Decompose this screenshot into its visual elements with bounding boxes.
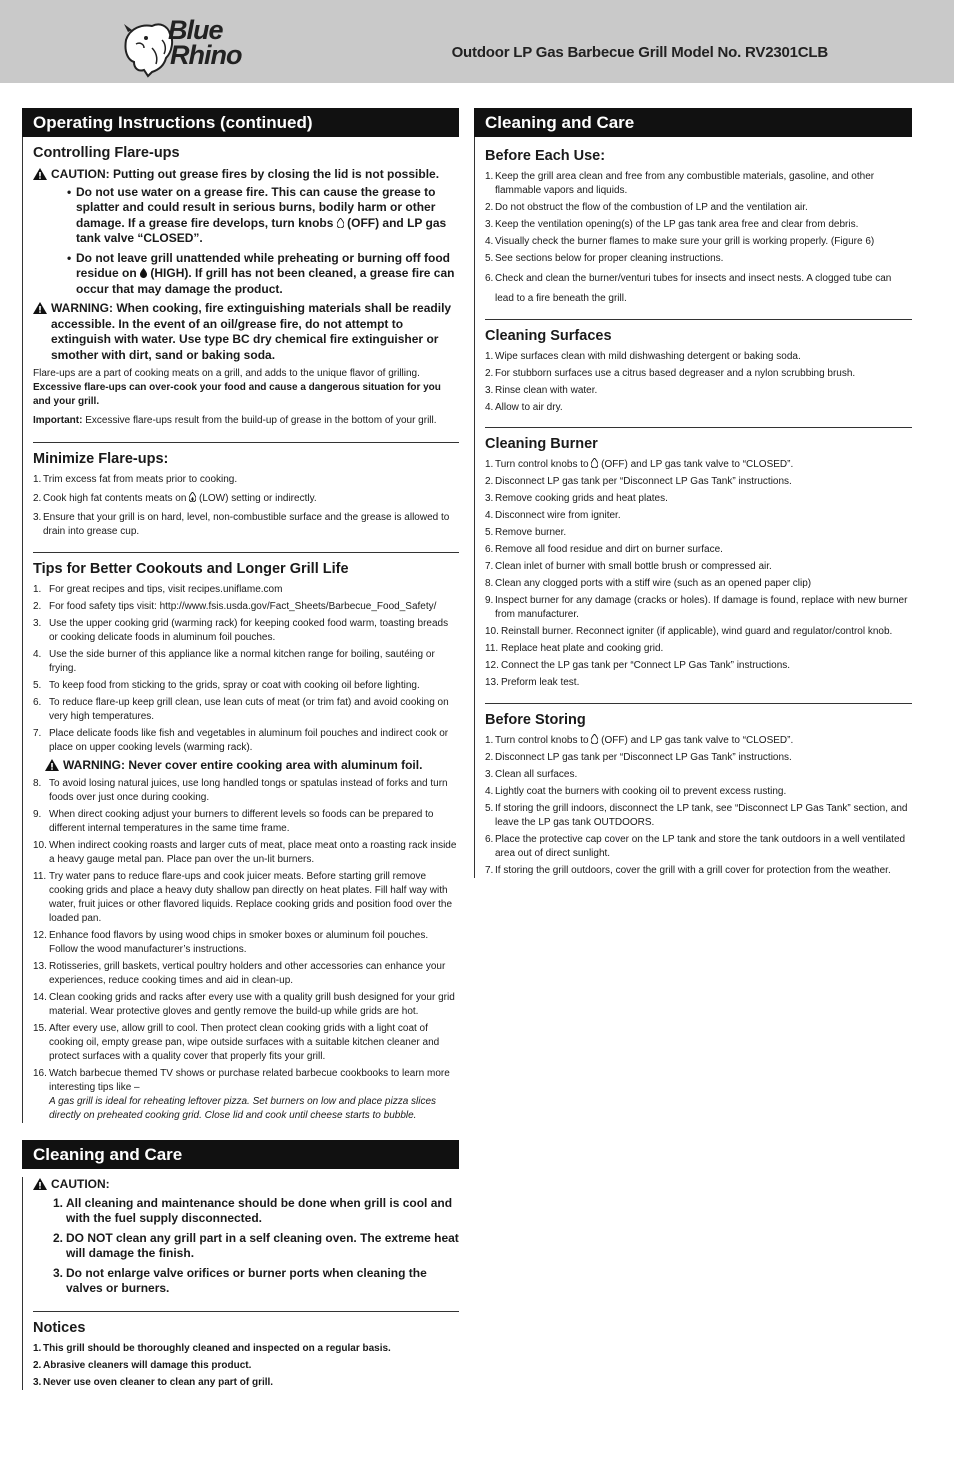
list-item: 1. Turn control knobs to (OFF) and LP gas tank valve to “CLOSED”. bbox=[485, 459, 794, 470]
list-item: 16. Watch barbecue themed TV shows or purchase related barbecue cookbooks to learn more interesting tips like – A gas grill is ideal for reheating leftover pizza. Set burners on low and place pizza slices directly on preheated cooking grid. Close lid and cook until cheese starts to bubble. bbox=[33, 1068, 450, 1121]
section-cleaning-caution bbox=[22, 1177, 459, 1312]
warning-aluminum-foil: WARNING: Never cover entire cooking area with aluminum foil. bbox=[45, 758, 459, 773]
low-flame-icon bbox=[189, 492, 196, 502]
list-item: 4. Disconnect wire from igniter. bbox=[485, 510, 621, 521]
list-item: 2. For food safety tips visit: http://www.fsis.usda.gov/Fact_Sheets/Barbecue_Food_Safety/ bbox=[33, 601, 437, 612]
list-item: 11. Replace heat plate and cooking grid. bbox=[485, 643, 664, 654]
section-before-each-use bbox=[474, 137, 912, 320]
list-item: 2. For stubborn surfaces use a citrus based degreaser and a nylon scrubbing brush. bbox=[485, 368, 856, 379]
list-item: 1. Wipe surfaces clean with mild dishwashing detergent or baking soda. bbox=[485, 351, 801, 362]
section-cleaning-burner bbox=[474, 428, 912, 704]
list-item: • Do not leave grill unattended while preheating or burning off food residue on (HIGH). If grill has not been cleaned, a grease fire can occur that may damage the product. bbox=[76, 251, 459, 298]
page-header bbox=[0, 0, 954, 83]
list-item: 1. For great recipes and tips, visit recipes.uniflame.com bbox=[33, 584, 283, 595]
off-flame-icon bbox=[591, 458, 598, 468]
warning-triangle-icon bbox=[33, 302, 47, 314]
list-item: 13. Preform leak test. bbox=[485, 677, 580, 688]
list-item: 5. See sections below for proper cleaning instructions. bbox=[485, 253, 724, 264]
list-item: 4. Allow to air dry. bbox=[485, 402, 563, 413]
flare-paragraph: Flare-ups are a part of cooking meats on a grill, and adds to the unique flavor of grilling. Excessive flare-ups can over-cook your food and cause a dangerous situation for you and your grill. bbox=[33, 368, 441, 407]
list-item: 3. Clean all surfaces. bbox=[485, 769, 578, 780]
heading-notices: Notices bbox=[33, 1319, 86, 1336]
caution-cleaning: CAUTION: bbox=[33, 1177, 459, 1193]
list-item: 3. Remove cooking grids and heat plates. bbox=[485, 493, 668, 504]
warning-triangle-icon bbox=[33, 168, 47, 180]
list-item: 3. Do not enlarge valve orifices or burner ports when cleaning the valves or burners. bbox=[53, 1265, 427, 1295]
surfaces-list bbox=[485, 350, 912, 415]
list-item: 3. Use the upper cooking grid (warming rack) for keeping cooked food warm, toasting breads or cooking delicate foods in aluminum foil pouches. bbox=[33, 618, 449, 643]
minimize-list bbox=[33, 473, 459, 539]
burner-list bbox=[485, 458, 912, 690]
list-item: 1. Trim excess fat from meats prior to cooking. bbox=[33, 474, 238, 485]
high-flame-icon bbox=[140, 268, 147, 278]
list-item: 6. To reduce flare-up keep grill clean, use lean cuts of meat (or trim fat) and avoid cooking on very high temperatures. bbox=[33, 697, 449, 722]
notices-list bbox=[33, 1342, 459, 1390]
list-item: 4. Lightly coat the burners with cooking oil to prevent excess rusting. bbox=[485, 786, 787, 797]
list-item: 3. Never use oven cleaner to clean any part of grill. bbox=[33, 1376, 274, 1388]
list-item: 1. This grill should be thoroughly cleaned and inspected on a regular basis. bbox=[33, 1342, 391, 1354]
heading-cleaning-burner: Cleaning Burner bbox=[485, 436, 598, 452]
section-bar-operating: Operating Instructions (continued) bbox=[22, 108, 459, 137]
list-item: 9. When direct cooking adjust your burners to different levels so foods can be prepared to different internal temperatures in the same time frame. bbox=[33, 809, 434, 834]
list-item: 7. If storing the grill outdoors, cover the grill with a grill cover for protection from the weather. bbox=[485, 865, 891, 876]
section-before-storing bbox=[474, 704, 912, 878]
list-item: 12. Connect the LP gas tank per “Connect LP Gas Tank” instructions. bbox=[485, 660, 791, 671]
brand-logo-text: Blue Rhino bbox=[168, 15, 242, 70]
list-item: 2. Do not obstruct the flow of the combustion of LP and the ventilation air. bbox=[485, 202, 808, 213]
caution-grease-fire: CAUTION: Putting out grease fires by closing the lid is not possible. bbox=[33, 167, 459, 183]
list-item: 2. Cook high fat contents meats on (LOW) setting or indirectly. bbox=[33, 493, 317, 504]
list-item: 4. Visually check the burner flames to make sure your grill is working properly. (Figure 6) bbox=[485, 236, 875, 247]
left-column bbox=[22, 108, 459, 1393]
list-item: 1. Turn control knobs to (OFF) and LP gas tank valve to “CLOSED”. bbox=[485, 735, 794, 746]
section-controlling-flareups bbox=[22, 137, 459, 443]
list-item: 3. Ensure that your grill is on hard, level, non-combustible surface and the grease is allowed to drain into grease cup. bbox=[33, 512, 450, 537]
list-item: 11. Try water pans to reduce flare-ups and cook juicer meats. Before starting grill remove cooking grids and place a heavy duty shallow pan directly on heat plates. Fill half way with water, fruit juices or other flavored liquids. Replace cooking grids and position food over the loaded pan. bbox=[33, 871, 453, 924]
off-flame-icon bbox=[337, 218, 344, 228]
section-minimize-flareups bbox=[22, 443, 459, 553]
list-item: 5. If storing the grill indoors, disconnect the LP tank, see “Disconnect LP Gas Tank” section, and leave the LP gas tank OUTDOORS. bbox=[485, 803, 908, 828]
list-item: 6. Place the protective cap cover on the LP tank and store the tank outdoors in a well ventilated area out of direct sunlight. bbox=[485, 834, 906, 859]
section-bar-cleaning-left: Cleaning and Care bbox=[22, 1140, 459, 1169]
heading-before-storing: Before Storing bbox=[485, 712, 586, 728]
list-item: 6. Remove all food residue and dirt on burner surface. bbox=[485, 544, 723, 555]
section-notices bbox=[22, 1312, 459, 1390]
list-item: 2. Disconnect LP gas tank per “Disconnect LP Gas Tank” instructions. bbox=[485, 752, 792, 763]
tips-list bbox=[33, 583, 459, 755]
list-item: 1. Keep the grill area clean and free from any combustible materials, gasoline, and other flammable vapors and liquids. bbox=[485, 171, 875, 196]
list-item: 14. Clean cooking grids and racks after every use with a quality grill bush designed for your grid material. Wear protective gloves and gently remove the build-up while grids are hot. bbox=[33, 992, 455, 1017]
list-item: 2. Abrasive cleaners will damage this product. bbox=[33, 1359, 252, 1371]
section-bar-cleaning-right: Cleaning and Care bbox=[474, 108, 912, 137]
heading-before-each-use: Before Each Use: bbox=[485, 148, 606, 164]
list-item: 6. Check and clean the burner/venturi tubes for insects and insect nests. A clogged tube can lead to a fire beneath the grill. bbox=[485, 273, 892, 304]
list-item: 3. Keep the ventilation opening(s) of the LP gas tank area free and clear from debris. bbox=[485, 219, 859, 230]
list-item: 15. After every use, allow grill to cool. Then protect clean cooking grids with a light coat of cooking oil, empty grease pan, wipe outside surfaces with a suitable kitchen cleaner and protect surfaces with a quality cover that properly fits your grill. bbox=[33, 1023, 440, 1062]
list-item: 5. To keep food from sticking to the grids, spray or coat with cooking oil before lighting. bbox=[33, 680, 420, 691]
flare-bullet-list bbox=[33, 185, 459, 298]
cleaning-caution-list bbox=[33, 1196, 459, 1297]
list-item: • Do not use water on a grease fire. This can cause the grease to splatter and could result in serious burns, bodily harm or other damage. If a grease fire develops, turn knobs (OFF) and LP gas tank valve “CLOSED”. bbox=[76, 185, 459, 247]
list-item: 2. Disconnect LP gas tank per “Disconnect LP Gas Tank” instructions. bbox=[485, 476, 792, 487]
heading-cleaning-surfaces: Cleaning Surfaces bbox=[485, 328, 612, 344]
heading-tips: Tips for Better Cookouts and Longer Grill Life bbox=[33, 561, 349, 577]
heading-controlling-flareups: Controlling Flare-ups bbox=[33, 145, 180, 161]
list-item: 1. All cleaning and maintenance should be done when grill is cool and with the fuel supply disconnected. bbox=[53, 1195, 453, 1225]
page-title: Outdoor LP Gas Barbecue Grill Model No. RV2301CLB bbox=[451, 44, 828, 61]
warning-extinguish: WARNING: When cooking, fire extinguishing materials shall be readily accessible. In the event of an oil/grease fire, do not attempt to extinguish with water. Use type BC dry chemical fire extinguisher or smother with dirt, sand or baking soda. bbox=[33, 301, 459, 363]
section-cleaning-surfaces bbox=[474, 320, 912, 428]
section-tips bbox=[22, 553, 459, 1123]
list-item: 4. Use the side burner of this appliance like a normal kitchen range for boiling, sautéing or frying. bbox=[33, 649, 435, 674]
list-item: 8. Clean any clogged ports with a stiff wire (such as an opened paper clip) bbox=[485, 578, 812, 589]
list-item: 7. Clean inlet of burner with small bottle brush or compressed air. bbox=[485, 561, 772, 572]
list-item: 7. Place delicate foods like fish and vegetables in aluminum foil pouches and indirect cook or place on upper cooking levels (warming rack). bbox=[33, 728, 449, 753]
list-item: 12. Enhance food flavors by using wood chips in smoker boxes or aluminum foil pouches. Follow the wood manufacturer’s instructions. bbox=[33, 930, 429, 955]
before-use-list bbox=[485, 170, 912, 309]
list-item: 3. Rinse clean with water. bbox=[485, 385, 598, 396]
warning-triangle-icon bbox=[45, 759, 59, 771]
list-item: 13. Rotisseries, grill baskets, vertical poultry holders and other accessories can enhance your experiences, reduce cooking times and aid in clean-up. bbox=[33, 961, 446, 986]
list-item: 5. Remove burner. bbox=[485, 527, 567, 538]
list-item: 10. When indirect cooking roasts and larger cuts of meat, place meat onto a roasting rack inside a heavy gauge metal pan. Place pan over the un-lit burners. bbox=[33, 840, 457, 865]
important-paragraph: Important: Excessive flare-ups result from the build-up of grease in the bottom of your grill. bbox=[33, 415, 437, 426]
list-item: 10. Reinstall burner. Reconnect igniter (if applicable), wind guard and regulator/control knob. bbox=[485, 626, 893, 637]
storing-list bbox=[485, 734, 912, 878]
heading-minimize: Minimize Flare-ups: bbox=[33, 451, 169, 467]
warning-triangle-icon bbox=[33, 1178, 47, 1190]
off-flame-icon bbox=[591, 734, 598, 744]
list-item: 2. DO NOT clean any grill part in a self cleaning oven. The extreme heat will damage the finish. bbox=[53, 1230, 459, 1260]
right-column bbox=[474, 108, 912, 881]
list-item: 9. Inspect burner for any damage (cracks or holes). If damage is found, replace with new burner from manufacturer. bbox=[485, 595, 908, 620]
tips-list-continued bbox=[33, 777, 459, 1123]
list-item: 8. To avoid losing natural juices, use long handled tongs or spatulas instead of forks and turn foods over just once during cooking. bbox=[33, 778, 448, 803]
